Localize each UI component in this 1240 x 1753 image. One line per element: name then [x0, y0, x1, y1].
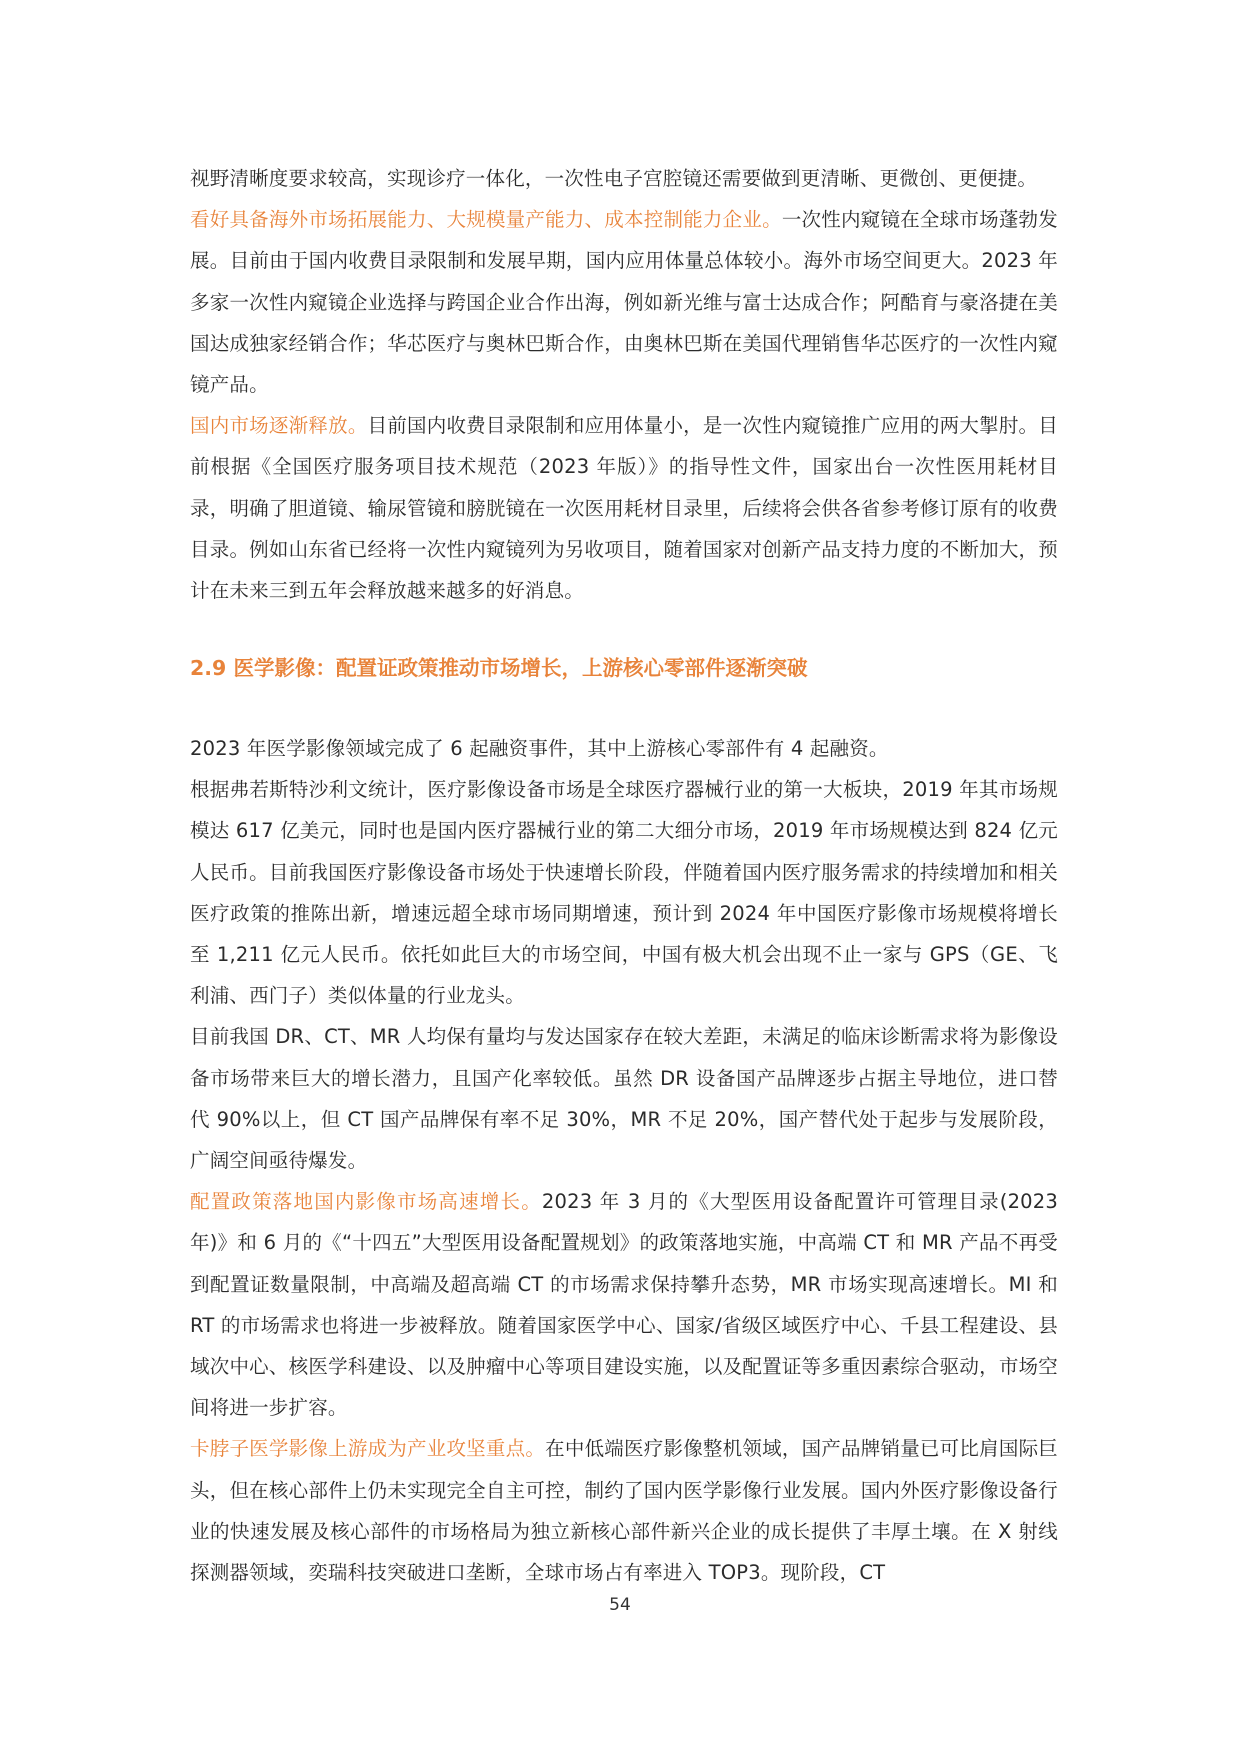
paragraph-text: 2023 年 3 月的《大型医用设备配置许可管理目录(2023 年)》和 6 月的《“十四五”大型医用设备配置规划》的政策落地实施，中高端 CT 和 MR 产品不再受到配置证数量限制，中高端及超高端 CT 的市场需求保持攀升态势，MR 市场实现高速增长。MI 和 RT 的市场需求也将进一步被释放。随着国家医学中心、国家/省级区域医疗中心、千县工程建设、县域次中心、核医学科建设、以及肿瘤中心等项目建设实施，以及配置证等多重因素综合驱动，市场空间将进一步扩容。: [190, 1190, 1059, 1420]
highlight-phrase: 卡脖子医学影像上游成为产业攻坚重点。: [190, 1437, 546, 1461]
paragraph-text: 目前国内收费目录限制和应用体量小，是一次性内窥镜推广应用的两大掣肘。目前根据《全国医疗服务项目技术规范（2023 年版）》的指导性文件，国家出台一次性医用耗材目录，明确了胆道镜、输尿管镜和膀胱镜在一次医用耗材目录里，后续将会供各省参考修订原有的收费目录。例如山东省已经将一次性内窥镜列为另收项目，随着国家对创新产品支持力度的不断加大，预计在未来三到五年会释放越来越多的好消息。: [190, 414, 1058, 603]
paragraph: [190, 405, 1058, 611]
paragraph: [190, 199, 1058, 405]
paragraph: [190, 1428, 1058, 1593]
section-heading: 2.9 医学影像：配置证政策推动市场增长，上游核心零部件逐渐突破: [190, 656, 808, 680]
paragraph: 2023 年医学影像领域完成了 6 起融资事件，其中上游核心零部件有 4 起融资。: [190, 737, 889, 760]
section-imaging-text: [190, 728, 1058, 1593]
paragraph-text: 一次性内窥镜在全球市场蓬勃发展。目前由于国内收费目录限制和发展早期，国内应用体量总体较小。海外市场空间更大。2023 年多家一次性内窥镜企业选择与跨国企业合作出海，例如新光维与富士达成合作；阿酷育与豪洛捷在美国达成独家经销合作；华芯医疗与奥林巴斯合作，由奥林巴斯在美国代理销售华芯医疗的一次性内窥镜产品。: [190, 208, 1058, 397]
paragraph: 目前我国 DR、CT、MR 人均保有量均与发达国家存在较大差距，未满足的临床诊断需求将为影像设备市场带来巨大的增长潜力，且国产化率较低。虽然 DR 设备国产品牌逐步占据主导地位，进口替代 90%以上，但 CT 国产品牌保有率不足 30%，MR 不足 20%，国产替代处于起步与发展阶段，广阔空间亟待爆发。: [190, 1025, 1058, 1173]
paragraph: 根据弗若斯特沙利文统计，医疗影像设备市场是全球医疗器械行业的第一大板块，2019 年其市场规模达 617 亿美元，同时也是国内医疗器械行业的第二大细分市场，2019 年市场规模达到 824 亿元人民币。目前我国医疗影像设备市场处于快速增长阶段，伴随着国内医疗服务需求的持续增加和相关医疗政策的推陈出新，增速远超全球市场同期增速，预计到 2024 年中国医疗影像市场规模将增长至 1,211 亿元人民币。依托如此巨大的市场空间，中国有极大机会出现不止一家与 GPS（GE、飞利浦、西门子）类似体量的行业龙头。: [190, 778, 1058, 1008]
page-number: 54: [609, 1595, 631, 1615]
highlight-phrase: 配置政策落地国内影像市场高速增长。: [190, 1190, 542, 1214]
paragraph: [190, 1181, 1058, 1428]
highlight-phrase: 国内市场逐渐释放。: [190, 414, 368, 438]
highlight-phrase: 看好具备海外市场拓展能力、大规模量产能力、成本控制能力企业。: [190, 208, 782, 232]
paragraph: 视野清晰度要求较高，实现诊疗一体化，一次性电子宫腔镜还需要做到更清晰、更微创、更便捷。: [190, 167, 1038, 190]
section-endoscope-text: [190, 158, 1058, 611]
paragraph-text: 在中低端医疗影像整机领域，国产品牌销量已可比肩国际巨头，但在核心部件上仍未实现完全自主可控，制约了国内医学影像行业发展。国内外医疗影像设备行业的快速发展及核心部件的市场格局为独立新核心部件新兴企业的成长提供了丰厚土壤。在 X 射线探测器领域，奕瑞科技突破进口垄断，全球市场占有率进入 TOP3。现阶段，CT: [190, 1437, 1059, 1585]
